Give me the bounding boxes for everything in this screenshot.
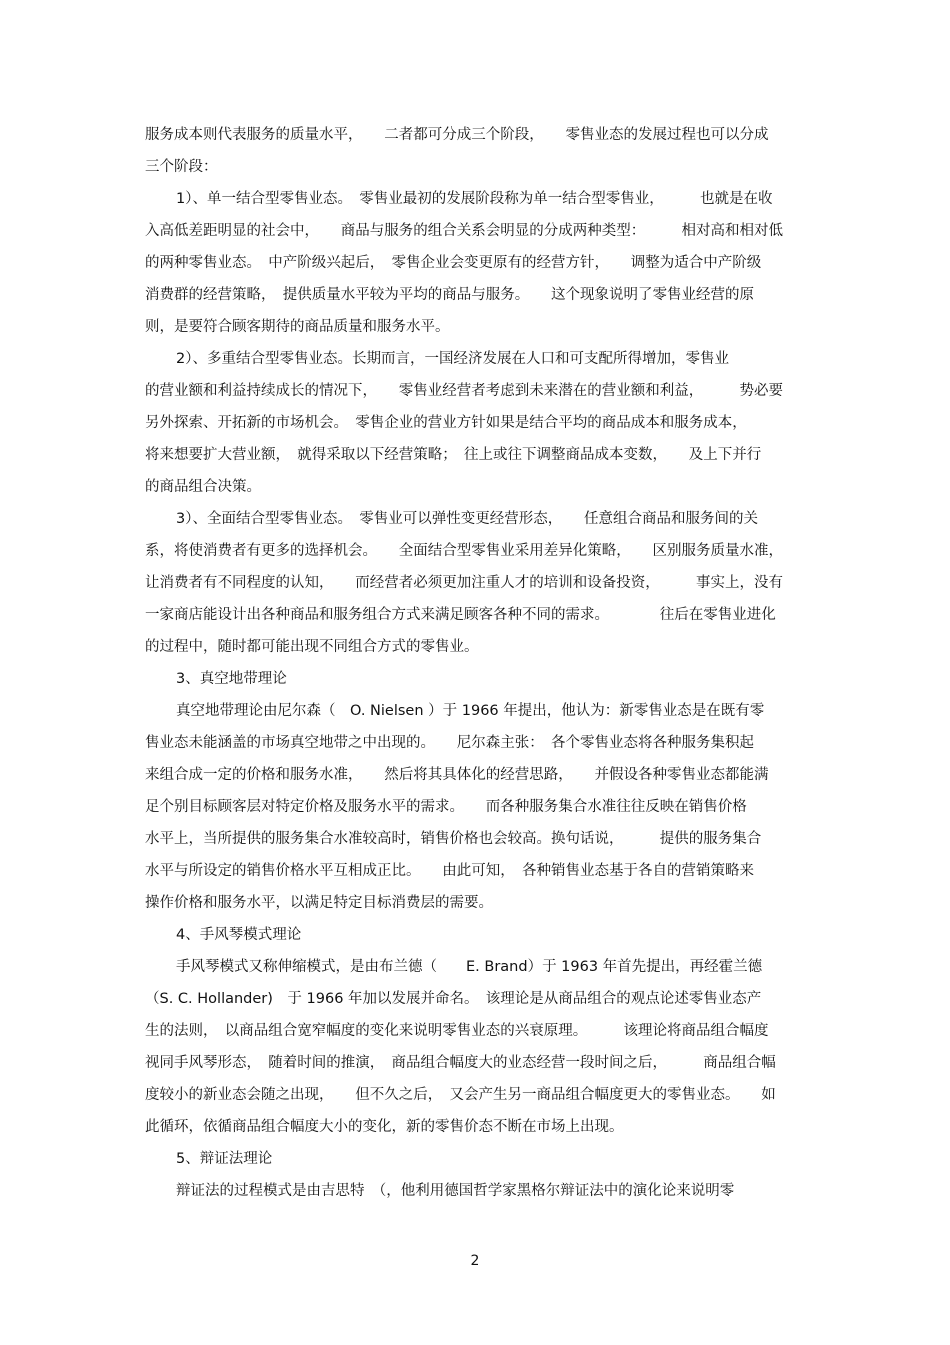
text-line: 辩证法的过程模式是由吉思特 （，他利用德国哲学家黑格尔辩证法中的演化论来说明零 [176, 1183, 735, 1199]
text-line: 水平上，当所提供的服务集合水准较高时，销售价格也会较高。换句话说， 提供的服务集合 [145, 831, 762, 847]
text-line: 的营业额和利益持续成长的情况下， 零售业经营者考虑到未来潜在的营业额和利益， 势必要 [145, 383, 783, 399]
text-line: 手风琴模式又称伸缩模式，是由布兰德（ E. Brand）于 1963 年首先提出，再经霍兰德 [176, 959, 763, 975]
text-line: 真空地带理论由尼尔森（ O. Nielsen ）于 1966 年提出，他认为：新零售业态是在既有零 [176, 703, 765, 719]
text-line: 入高低差距明显的社会中， 商品与服务的组合关系会明显的分成两种类型： 相对高和相对低 [145, 223, 783, 239]
text-line: 系，将使消费者有更多的选择机会。 全面结合型零售业采用差异化策略， 区别服务质量水准， [145, 543, 783, 559]
text-line: 来组合成一定的价格和服务水准， 然后将其具体化的经营思路， 并假设各种零售业态都能满 [145, 767, 769, 783]
section-heading: 5、辩证法理论 [176, 1151, 273, 1167]
page-number: 2 [470, 1253, 480, 1269]
text-line: 售业态未能涵盖的市场真空地带之中出现的。 尼尔森主张： 各个零售业态将各种服务集积起 [145, 735, 754, 751]
text-line: 视同手风琴形态， 随着时间的推演， 商品组合幅度大的业态经营一段时间之后， 商品组合幅 [145, 1055, 776, 1071]
text-line: 2）、多重结合型零售业态。长期而言，一国经济发展在人口和可支配所得增加，零售业 [176, 351, 729, 367]
text-line: （S. C. Hollander) 于 1966 年加以发展并命名。 该理论是从商品组合的观点论述零售业态产 [145, 991, 762, 1007]
text-line: 的过程中，随时都可能出现不同组合方式的零售业。 [145, 639, 479, 655]
text-line: 让消费者有不同程度的认知， 而经营者必须更加注重人才的培训和设备投资， 事实上，没有 [145, 575, 783, 591]
text-line: 另外探索、开拓新的市场机会。 零售企业的营业方针如果是结合平均的商品成本和服务成本， [145, 415, 747, 431]
text-line: 三个阶段： [145, 159, 218, 175]
text-line: 的商品组合决策。 [145, 479, 261, 495]
section-heading: 4、手风琴模式理论 [176, 927, 302, 943]
text-line: 水平与所设定的销售价格水平互相成正比。 由此可知， 各种销售业态基于各自的营销策略来 [145, 863, 754, 879]
text-line: 1）、单一结合型零售业态。 零售业最初的发展阶段称为单一结合型零售业， 也就是在收 [176, 191, 773, 207]
text-line: 消费群的经营策略， 提供质量水平较为平均的商品与服务。 这个现象说明了零售业经营的原 [145, 287, 754, 303]
text-line: 足个别目标顾客层对特定价格及服务水平的需求。 而各种服务集合水准往往反映在销售价格 [145, 799, 747, 815]
section-heading: 3、真空地带理论 [176, 671, 287, 687]
text-line: 的两种零售业态。 中产阶级兴起后， 零售企业会变更原有的经营方针， 调整为适合中产阶级 [145, 255, 762, 271]
text-line: 3）、全面结合型零售业态。 零售业可以弹性变更经营形态， 任意组合商品和服务间的关 [176, 511, 758, 527]
text-line: 此循环，依循商品组合幅度大小的变化，新的零售价态不断在市场上出现。 [145, 1119, 624, 1135]
text-line: 则，是要符合顾客期待的商品质量和服务水平。 [145, 319, 450, 335]
text-line: 生的法则， 以商品组合宽窄幅度的变化来说明零售业态的兴衰原理。 该理论将商品组合幅度 [145, 1023, 769, 1039]
text-line: 操作价格和服务水平，以满足特定目标消费层的需要。 [145, 895, 493, 911]
text-line: 一家商店能设计出各种商品和服务组合方式来满足顾客各种不同的需求。 往后在零售业进化 [145, 607, 776, 623]
text-line: 度较小的新业态会随之出现， 但不久之后， 又会产生另一商品组合幅度更大的零售业态。 如 [145, 1087, 776, 1103]
text-line: 服务成本则代表服务的质量水平， 二者都可分成三个阶段， 零售业态的发展过程也可以分成 [145, 127, 769, 143]
text-line: 将来想要扩大营业额， 就得采取以下经营策略； 往上或往下调整商品成本变数， 及上下并行 [145, 447, 762, 463]
